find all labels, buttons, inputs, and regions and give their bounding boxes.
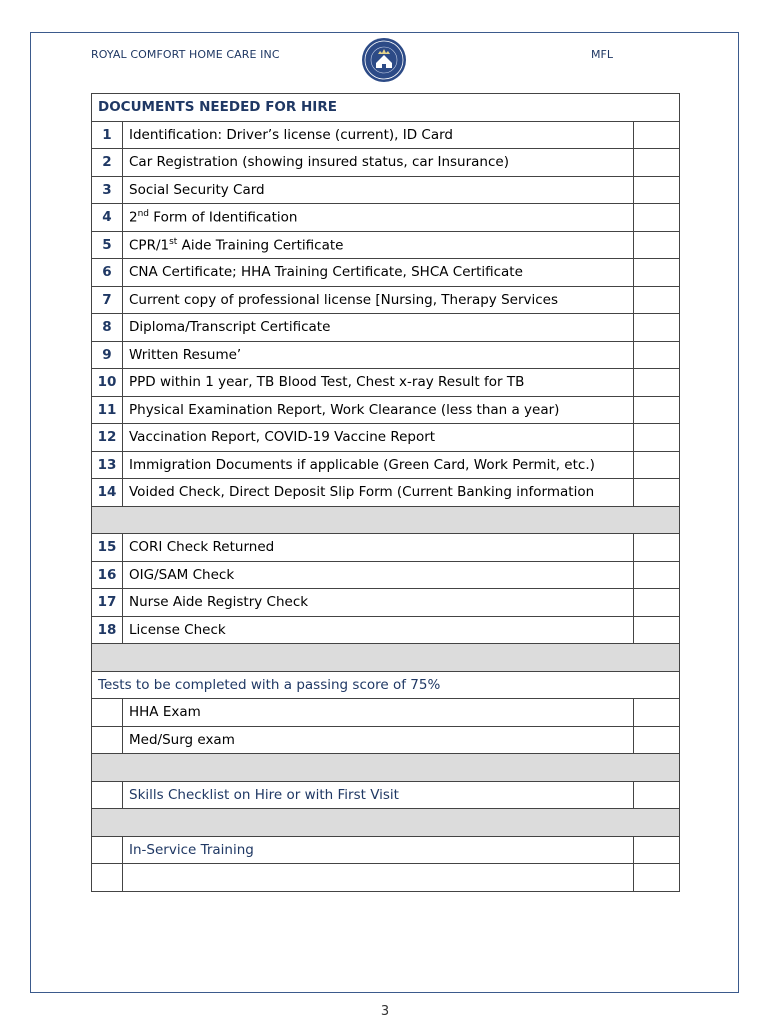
row-number [92,836,123,864]
row-number: 6 [92,259,123,287]
company-name: ROYAL COMFORT HOME CARE INC [91,48,280,61]
table-row [92,534,680,562]
form-code: MFL [591,48,613,61]
row-number: 1 [92,121,123,149]
checkbox-cell[interactable] [634,341,680,369]
row-number: 13 [92,451,123,479]
table-title-row [92,94,680,122]
checkbox-cell[interactable] [634,424,680,452]
checkbox-cell[interactable] [634,534,680,562]
row-description: Immigration Documents if applicable (Green Card, Work Permit, etc.) [123,451,634,479]
description-text: Aide Training Certificate [177,237,344,253]
row-description: Identification: Driver’s license (current), ID Card [123,121,634,149]
checkbox-cell[interactable] [634,396,680,424]
checkbox-cell[interactable] [634,231,680,259]
row-number [92,726,123,754]
tests-heading: Tests to be completed with a passing score of 75% [92,671,680,699]
row-description: PPD within 1 year, TB Blood Test, Chest x-ray Result for TB [123,369,634,397]
checkbox-cell[interactable] [634,781,680,809]
separator-cell [92,644,680,672]
checkbox-cell[interactable] [634,204,680,232]
table-row [92,149,680,177]
checkbox-cell[interactable] [634,726,680,754]
table-title: DOCUMENTS NEEDED FOR HIRE [92,94,680,122]
separator-cell [92,809,680,837]
row-description: Voided Check, Direct Deposit Slip Form (Current Banking information [123,479,634,507]
table-row [92,616,680,644]
row-number: 18 [92,616,123,644]
table-row [92,451,680,479]
row-description: Written Resume’ [123,341,634,369]
page-number: 3 [380,1004,390,1019]
skills-checklist: Skills Checklist on Hire or with First Visit [123,781,634,809]
table-row [92,341,680,369]
ordinal-suffix: st [169,236,178,247]
test-name: Med/Surg exam [123,726,634,754]
row-description: Diploma/Transcript Certificate [123,314,634,342]
table-row [92,424,680,452]
checkbox-cell[interactable] [634,314,680,342]
row-number: 2 [92,149,123,177]
table-row [92,121,680,149]
table-row [92,589,680,617]
row-description [123,231,634,259]
row-description: Social Security Card [123,176,634,204]
row-number: 7 [92,286,123,314]
separator-row [92,644,680,672]
checkbox-cell[interactable] [634,561,680,589]
table-row [92,864,680,892]
row-number: 16 [92,561,123,589]
checkbox-cell[interactable] [634,149,680,177]
table-row [92,396,680,424]
table-row [92,781,680,809]
checkbox-cell[interactable] [634,286,680,314]
table-row [92,479,680,507]
row-number: 5 [92,231,123,259]
separator-row [92,506,680,534]
checkbox-cell[interactable] [634,121,680,149]
table-row [92,836,680,864]
checkbox-cell[interactable] [634,176,680,204]
row-number: 8 [92,314,123,342]
checkbox-cell[interactable] [634,836,680,864]
test-name: HHA Exam [123,699,634,727]
table-row [92,259,680,287]
row-number [92,699,123,727]
checkbox-cell[interactable] [634,369,680,397]
row-description: Current copy of professional license [Nursing, Therapy Services [123,286,634,314]
row-description: CNA Certificate; HHA Training Certificate, SHCA Certificate [123,259,634,287]
description-text: 2 [129,209,138,226]
separator-row [92,754,680,782]
row-description [123,204,634,232]
table-row [92,176,680,204]
empty-row [123,864,634,892]
row-description: OIG/SAM Check [123,561,634,589]
row-number [92,864,123,892]
checkbox-cell[interactable] [634,259,680,287]
row-number: 4 [92,204,123,232]
checkbox-cell[interactable] [634,451,680,479]
row-description: CORI Check Returned [123,534,634,562]
table-row [92,286,680,314]
checkbox-cell[interactable] [634,864,680,892]
row-number: 11 [92,396,123,424]
checkbox-cell[interactable] [634,589,680,617]
row-number: 15 [92,534,123,562]
row-number: 14 [92,479,123,507]
company-logo-icon [361,37,407,83]
checkbox-cell[interactable] [634,479,680,507]
separator-cell [92,506,680,534]
row-description: License Check [123,616,634,644]
description-text: Form of Identification [149,209,298,226]
row-number: 17 [92,589,123,617]
documents-table [91,93,680,892]
inservice-training: In-Service Training [123,836,634,864]
checkbox-cell[interactable] [634,699,680,727]
table-row [92,726,680,754]
table-row [92,369,680,397]
table-row [92,561,680,589]
row-number: 12 [92,424,123,452]
description-text: CPR/1 [129,237,170,253]
table-row [92,204,680,232]
row-description: Nurse Aide Registry Check [123,589,634,617]
table-row [92,231,680,259]
row-description: Car Registration (showing insured status, car Insurance) [123,149,634,177]
ordinal-suffix: nd [137,209,150,219]
row-description: Physical Examination Report, Work Clearance (less than a year) [123,396,634,424]
separator-cell [92,754,680,782]
checkbox-cell[interactable] [634,616,680,644]
tests-heading-row [92,671,680,699]
separator-row [92,809,680,837]
row-number [92,781,123,809]
row-number: 3 [92,176,123,204]
row-number: 10 [92,369,123,397]
table-row [92,314,680,342]
row-description: Vaccination Report, COVID-19 Vaccine Report [123,424,634,452]
row-number: 9 [92,341,123,369]
table-row [92,699,680,727]
